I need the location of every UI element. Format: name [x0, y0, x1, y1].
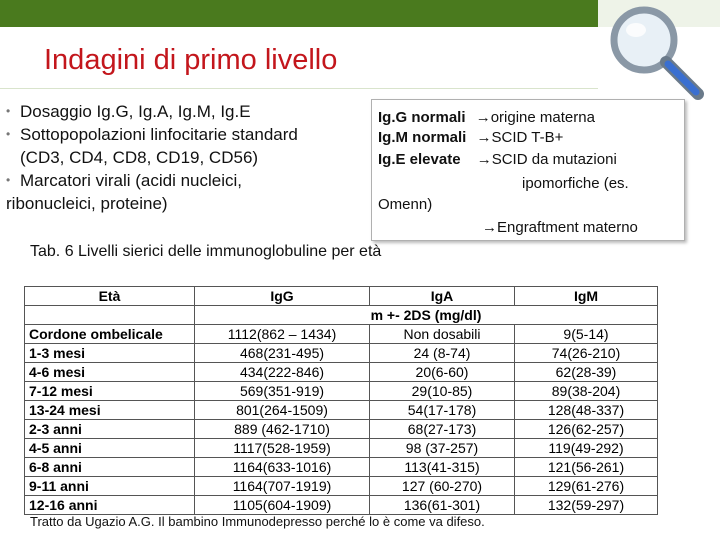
immunoglobulin-table	[24, 286, 658, 515]
table-row	[25, 325, 658, 344]
age-cell: Cordone ombelicale	[25, 325, 195, 344]
value-cell: 1164(707-1919)	[195, 477, 370, 496]
value-cell: 132(59-297)	[515, 496, 658, 515]
age-cell: 9-11 anni	[25, 477, 195, 496]
bullet-list	[6, 100, 356, 215]
value-cell: 127 (60-270)	[370, 477, 515, 496]
column-header: IgG	[195, 287, 370, 306]
value-cell: 801(264-1509)	[195, 401, 370, 420]
age-cell: 6-8 anni	[25, 458, 195, 477]
value-cell: 889 (462-1710)	[195, 420, 370, 439]
interpretation-note: Ig.G normali →origine materna Ig.M normali →SCID T-B+ Ig.E elevate →SCID da mutazioni ipomorfiche (es. Omenn) →Engraftment materno	[371, 99, 685, 241]
age-cell: 13-24 mesi	[25, 401, 195, 420]
column-header: IgM	[515, 287, 658, 306]
table-row	[25, 477, 658, 496]
table-row	[25, 363, 658, 382]
bullet-dot-icon: •	[6, 104, 11, 118]
table-caption: Tab. 6 Livelli sierici delle immunoglobuline per età	[30, 243, 382, 260]
magnifier-icon	[602, 0, 710, 105]
value-cell: 128(48-337)	[515, 401, 658, 420]
value-cell: Non dosabili	[370, 325, 515, 344]
value-cell: 1117(528-1959)	[195, 439, 370, 458]
value-cell: 54(17-178)	[370, 401, 515, 420]
value-cell: 68(27-173)	[370, 420, 515, 439]
table-row	[25, 401, 658, 420]
page-title: Indagini di primo livello	[44, 44, 338, 76]
table-row	[25, 344, 658, 363]
value-cell: 1164(633-1016)	[195, 458, 370, 477]
value-cell: 569(351-919)	[195, 382, 370, 401]
unit-header: m +- 2DS (mg/dl)	[195, 306, 658, 325]
age-cell: 1-3 mesi	[25, 344, 195, 363]
value-cell: 434(222-846)	[195, 363, 370, 382]
value-cell: 1105(604-1909)	[195, 496, 370, 515]
title-divider	[0, 88, 598, 89]
value-cell: 113(41-315)	[370, 458, 515, 477]
age-cell: 7-12 mesi	[25, 382, 195, 401]
age-cell: 2-3 anni	[25, 420, 195, 439]
table-row	[25, 420, 658, 439]
bullet-dot-icon: •	[6, 127, 11, 141]
table-body	[25, 325, 658, 515]
arrow-icon: →	[482, 219, 497, 236]
bullet-item: • Sottopopolazioni linfocitarie standard (CD3, CD4, CD8, CD19, CD56)	[6, 125, 298, 167]
value-cell: 29(10-85)	[370, 382, 515, 401]
value-cell: 20(6-60)	[370, 363, 515, 382]
value-cell: 119(49-292)	[515, 439, 658, 458]
value-cell: 468(231-495)	[195, 344, 370, 363]
arrow-icon: →	[475, 109, 491, 126]
table-row	[25, 382, 658, 401]
column-header: Età	[25, 287, 195, 306]
value-cell: 129(61-276)	[515, 477, 658, 496]
column-header: IgA	[370, 287, 515, 306]
value-cell: 62(28-39)	[515, 363, 658, 382]
age-cell: 4-6 mesi	[25, 363, 195, 382]
value-cell: 24 (8-74)	[370, 344, 515, 363]
value-cell: 126(62-257)	[515, 420, 658, 439]
value-cell: 9(5-14)	[515, 325, 658, 344]
value-cell: 136(61-301)	[370, 496, 515, 515]
table-row	[25, 496, 658, 515]
age-cell: 4-5 anni	[25, 439, 195, 458]
bullet-dot-icon: •	[6, 173, 11, 187]
value-cell: 1112(862 – 1434)	[195, 325, 370, 344]
arrow-icon: →	[476, 151, 492, 168]
header-bar	[0, 0, 598, 27]
table-subheader-row	[25, 306, 658, 325]
bullet-item: • Marcatori virali (acidi nucleici, ribonucleici, proteine)	[6, 171, 243, 213]
table-source: Tratto da Ugazio A.G. Il bambino Immunodepresso perché lo è come va difeso.	[30, 514, 485, 529]
value-cell: 74(26-210)	[515, 344, 658, 363]
value-cell: 98 (37-257)	[370, 439, 515, 458]
arrow-icon: →	[476, 129, 492, 146]
value-cell: 121(56-261)	[515, 458, 658, 477]
table-header-row	[25, 287, 658, 306]
bullet-item: • Dosaggio Ig.G, Ig.A, Ig.M, Ig.E	[6, 102, 251, 121]
table-row	[25, 439, 658, 458]
value-cell: 89(38-204)	[515, 382, 658, 401]
age-cell: 12-16 anni	[25, 496, 195, 515]
table-row	[25, 458, 658, 477]
